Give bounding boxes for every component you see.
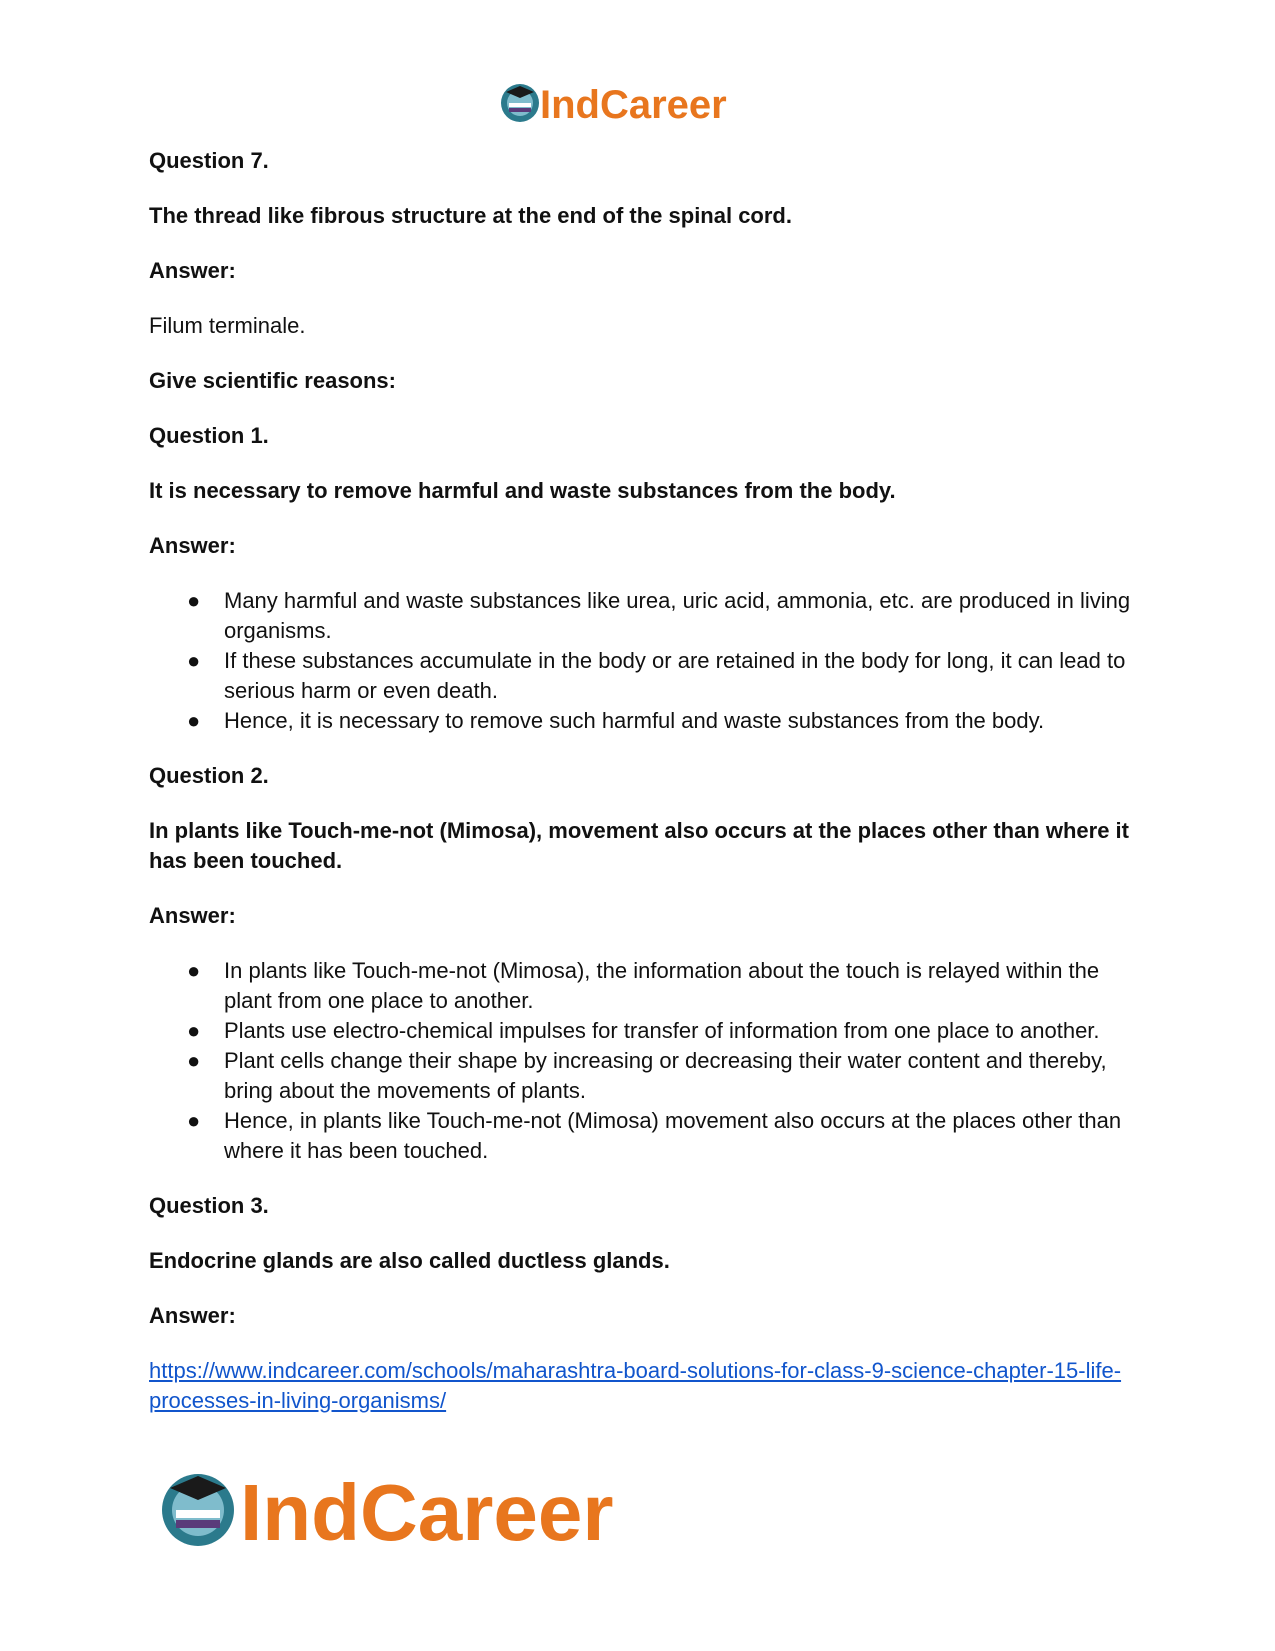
q3-answer-label: Answer: bbox=[149, 1303, 236, 1328]
source-link[interactable]: https://www.indcareer.com/schools/maharashtra-board-solutions-for-class-9-science-chapter-15-life-processes-in-living-organisms/ bbox=[149, 1358, 1122, 1413]
q7-question: The thread like fibrous structure at the end of the spinal cord. bbox=[149, 203, 792, 228]
list-item: ● Hence, it is necessary to remove such harmful and waste substances from the body. bbox=[224, 706, 1139, 736]
indcareer-logo-top bbox=[500, 78, 780, 128]
q2-question: In plants like Touch-me-not (Mimosa), movement also occurs at the places other than where it has been touched. bbox=[149, 818, 1129, 873]
q7-answer: Filum terminale. bbox=[149, 313, 306, 338]
q2-label: Question 2. bbox=[149, 763, 269, 788]
q1-answer-list bbox=[149, 586, 1139, 736]
q7-label: Question 7. bbox=[149, 148, 269, 173]
bullet-icon: ● bbox=[187, 1048, 201, 1073]
list-item: ● Hence, in plants like Touch-me-not (Mimosa) movement also occurs at the places other than where it has been touched. bbox=[187, 1108, 1122, 1163]
list-item: ● Plant cells change their shape by increasing or decreasing their water content and thereby, bring about the movements of plants. bbox=[187, 1048, 1107, 1103]
list-item: ● Plants use electro-chemical impulses for transfer of information from one place to another. bbox=[224, 1016, 1139, 1046]
q1-question: It is necessary to remove harmful and waste substances from the body. bbox=[149, 478, 896, 503]
q2-answer-list bbox=[149, 956, 1139, 1166]
logo-wordmark: IndCareer bbox=[240, 1468, 614, 1557]
bullet-icon: ● bbox=[187, 648, 201, 673]
bullet-icon: ● bbox=[187, 708, 201, 733]
main-content bbox=[149, 146, 1139, 1416]
list-item: ● In plants like Touch-me-not (Mimosa), the information about the touch is relayed within the plant from one place to another. bbox=[187, 958, 1100, 1013]
q2-answer-label: Answer: bbox=[149, 903, 236, 928]
q7-answer-label: Answer: bbox=[149, 258, 236, 283]
q1-answer-label: Answer: bbox=[149, 533, 236, 558]
bullet-icon: ● bbox=[187, 958, 201, 983]
list-item: ● Many harmful and waste substances like urea, uric acid, ammonia, etc. are produced in living organisms. bbox=[187, 588, 1131, 643]
q1-label: Question 1. bbox=[149, 423, 269, 448]
list-item: ● If these substances accumulate in the body or are retained in the body for long, it can lead to serious harm or even death. bbox=[187, 648, 1126, 703]
logo-wordmark: IndCareer bbox=[540, 83, 727, 127]
section-heading: Give scientific reasons: bbox=[149, 368, 396, 393]
q3-question: Endocrine glands are also called ductless glands. bbox=[149, 1248, 670, 1273]
bullet-icon: ● bbox=[187, 1108, 201, 1133]
q3-label: Question 3. bbox=[149, 1193, 269, 1218]
bullet-icon: ● bbox=[187, 588, 201, 613]
indcareer-logo-bottom bbox=[160, 1460, 700, 1560]
bullet-icon: ● bbox=[187, 1018, 201, 1043]
